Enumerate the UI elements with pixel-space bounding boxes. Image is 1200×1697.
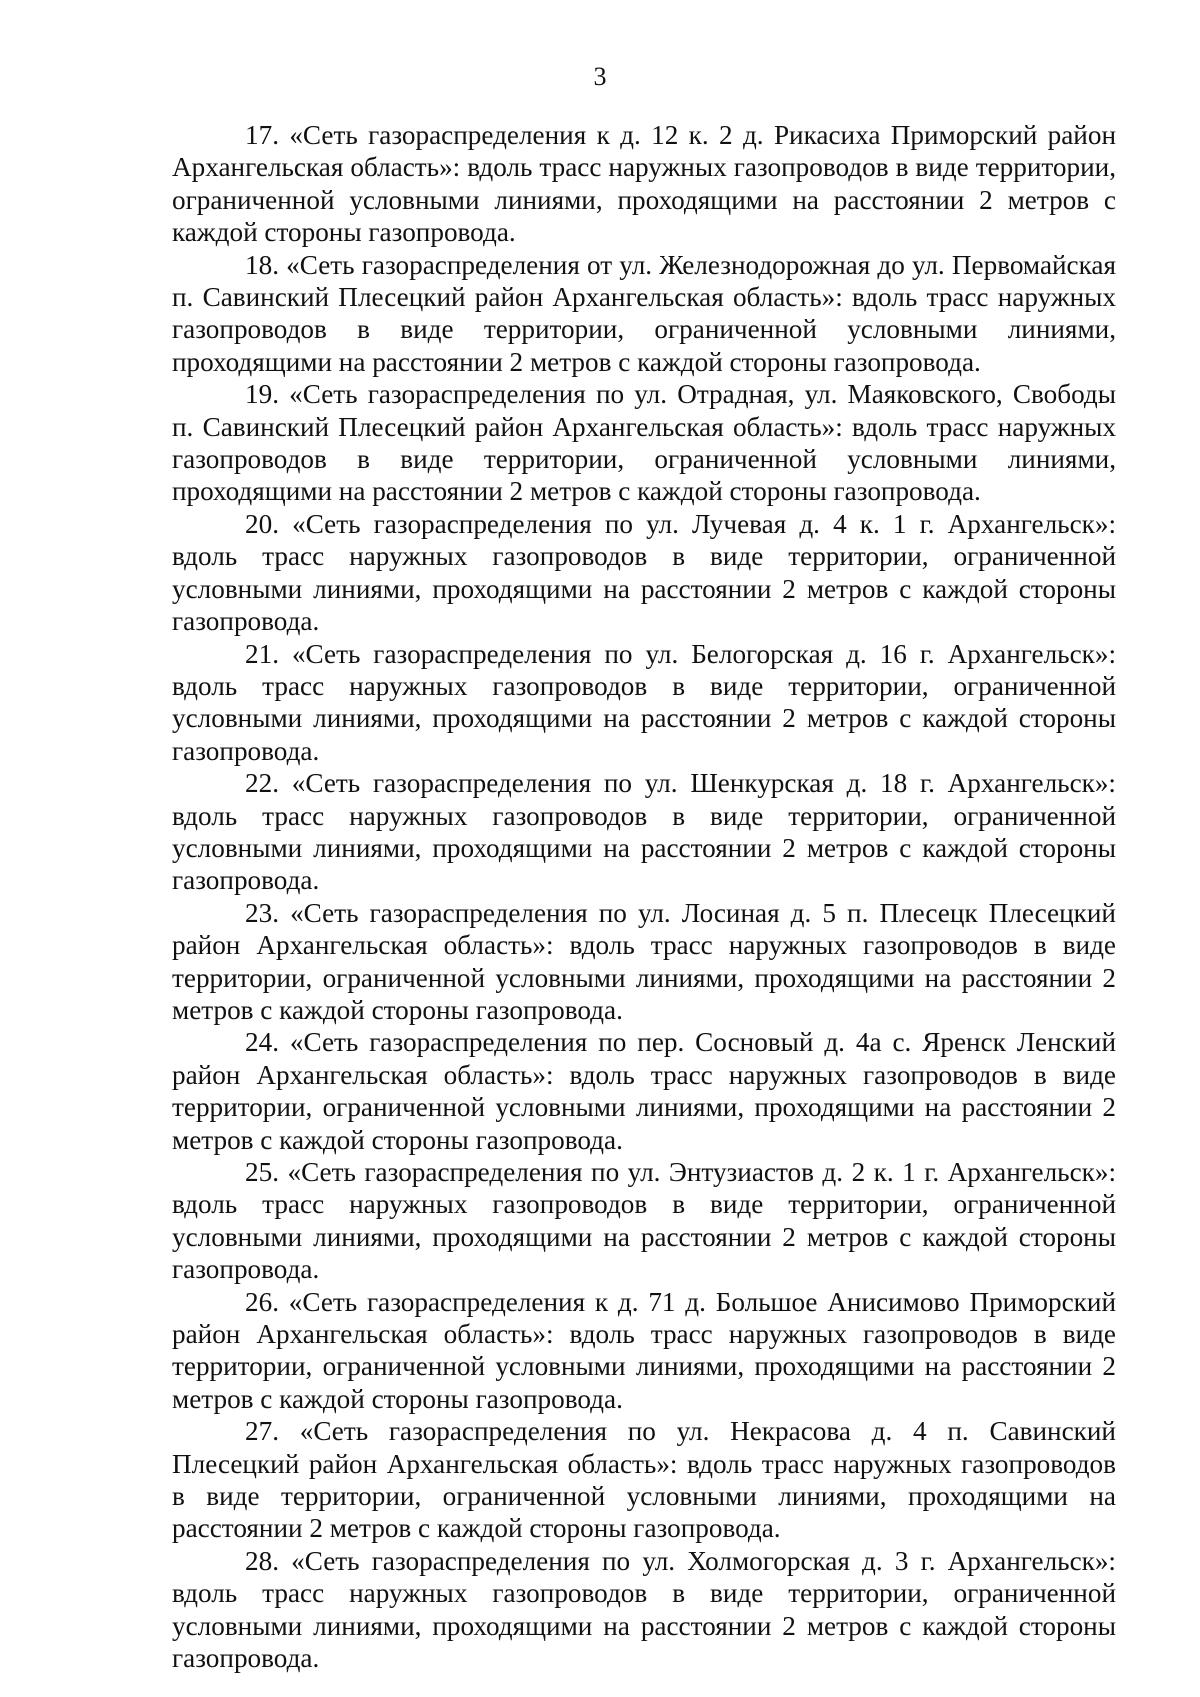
- list-item: 28. «Сеть газораспределения по ул. Холмогорская д. 3 г. Архангельск»: вдоль трасс наружных газопроводов в виде территории, ограниченной условными линиями, проходящими на расстоянии 2 метров с каждой стороны газопровода.: [172, 1545, 1116, 1674]
- list-item: 24. «Сеть газораспределения по пер. Сосновый д. 4а с. Яренск Ленский район Архангельская область»: вдоль трасс наружных газопроводов в виде территории, ограниченной условными линиями, проходящими на расстоянии 2 метров с каждой стороны газопровода.: [172, 1027, 1116, 1155]
- list-item: 20. «Сеть газораспределения по ул. Лучевая д. 4 к. 1 г. Архангельск»: вдоль трасс наружных газопроводов в виде территории, ограниченной условными линиями, проходящими на расстоянии 2 метров с каждой стороны газопровода.: [172, 508, 1116, 637]
- list-item: 17. «Сеть газораспределения к д. 12 к. 2 д. Рикасиха Приморский район Архангельская область»: вдоль трасс наружных газопроводов в виде территории, ограниченной условными линиями, проходящими на расстоянии 2 метров с каждой стороны газопровода.: [172, 120, 1116, 248]
- page-number: 3: [593, 62, 607, 91]
- list-item: 19. «Сеть газораспределения по ул. Отрадная, ул. Маяковского, Свободы п. Савинский Плесецкий район Архангельская область»: вдоль трасс наружных газопроводов в виде территории, ограниченной условными линиями, проходящими на расстоянии 2 метров с каждой стороны газопровода.: [172, 379, 1116, 507]
- list-item: 27. «Сеть газораспределения по ул. Некрасова д. 4 п. Савинский Плесецкий район Архангельская область»: вдоль трасс наружных газопроводов в виде территории, ограниченной условными линиями, проходящими на расстоянии 2 метров с каждой стороны газопровода.: [172, 1416, 1116, 1544]
- list-item: 25. «Сеть газораспределения по ул. Энтузиастов д. 2 к. 1 г. Архангельск»: вдоль трасс наружных газопроводов в виде территории, ограниченной условными линиями, проходящими на расстоянии 2 метров с каждой стороны газопровода.: [172, 1157, 1116, 1285]
- list-item: 23. «Сеть газораспределения по ул. Лосиная д. 5 п. Плесецк Плесецкий район Архангельская область»: вдоль трасс наружных газопроводов в виде территории, ограниченной условными линиями, проходящими на расстоянии 2 метров с каждой стороны газопровода.: [172, 897, 1116, 1025]
- list-item: 22. «Сеть газораспределения по ул. Шенкурская д. 18 г. Архангельск»: вдоль трасс наружных газопроводов в виде территории, ограниченной условными линиями, проходящими на расстоянии 2 метров с каждой стороны газопровода.: [172, 768, 1116, 896]
- list-item: 21. «Сеть газораспределения по ул. Белогорская д. 16 г. Архангельск»: вдоль трасс наружных газопроводов в виде территории, ограниченной условными линиями, проходящими на расстоянии 2 метров с каждой стороны газопровода.: [172, 638, 1116, 766]
- list-item: 26. «Сеть газораспределения к д. 71 д. Большое Анисимово Приморский район Архангельская область»: вдоль трасс наружных газопроводов в виде территории, ограниченной условными линиями, проходящими на расстоянии 2 метров с каждой стороны газопровода.: [172, 1286, 1116, 1414]
- list-item: 18. «Сеть газораспределения от ул. Железнодорожная до ул. Первомайская п. Савинский Плесецкий район Архангельская область»: вдоль трасс наружных газопроводов в виде территории, ограниченной условными линиями, проходящими на расстоянии 2 метров с каждой стороны газопровода.: [172, 249, 1116, 377]
- document-body: [172, 119, 1116, 1675]
